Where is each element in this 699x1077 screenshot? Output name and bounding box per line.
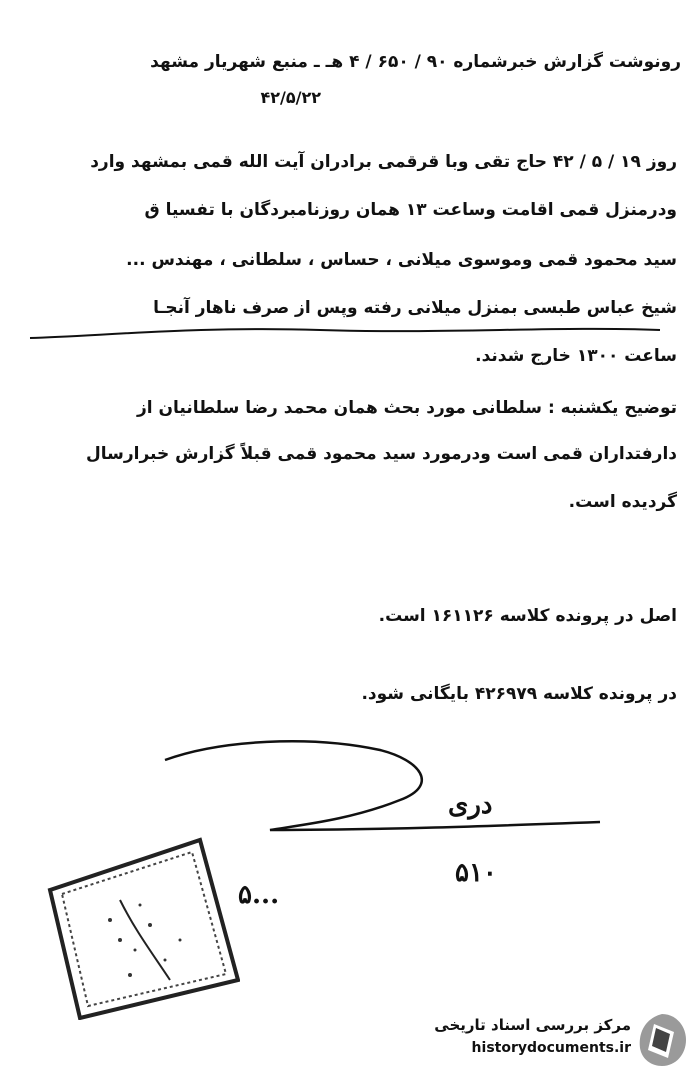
- handwritten-underline: [20, 318, 670, 342]
- body-line-5: ساعت ۱۳۰۰ خارج شدند.: [475, 346, 677, 366]
- report-date: ۴۲/۵/۲۲: [260, 88, 321, 107]
- body-line-2: ودرمنزل قمی اقامت وساعت ۱۳ همان روزنامبردگان با تفسیا ق: [144, 200, 677, 220]
- watermark-org-name: مرکز بررسی اسناد تاریخی: [434, 1016, 631, 1034]
- file-line-original: اصل در پرونده کلاسه ۱۶۱۱۲۶ است.: [378, 606, 677, 626]
- watermark-site: historydocuments.ir: [471, 1040, 631, 1056]
- body-line-4: شیخ عباس طبسی بمنزل میلانی رفته وپس از صرف ناهار آنجـا: [153, 298, 677, 318]
- body-line-1: روز ۱۹ / ۵ / ۴۲ حاج تقی وبا قرقمی برادران آیت الله قمی بمشهد وارد: [90, 152, 677, 172]
- note-line-1: توضیح یکشنبه : سلطانی مورد بحث همان محمد رضا سلطانیان از: [136, 398, 677, 418]
- note-line-3: گردیده است.: [568, 492, 677, 512]
- stamp-mark: [40, 830, 240, 1020]
- report-header: رونوشت گزارش خبرشماره ۹۰ / ۶۵۰ / ۴ هـ ـ منبع شهریار مشهد: [150, 52, 681, 72]
- file-line-archive: در پرونده کلاسه ۴۲۶۹۷۹ بایگانی شود.: [361, 684, 677, 704]
- body-line-3: سید محمود قمی وموسوی میلانی ، حساس ، سلطانی ، مهندس ...: [126, 250, 677, 270]
- archive-logo-icon: [636, 1010, 688, 1068]
- note-line-2: دارفتداران قمی است ودرمورد سید محمود قمی قبلاً گزارش خبرارسال: [86, 444, 677, 464]
- handwritten-initials: دری: [448, 790, 493, 820]
- handwritten-number: ۵۱۰: [455, 858, 497, 888]
- signature-scribble: [160, 730, 620, 840]
- handwritten-note: ...۵: [238, 880, 280, 910]
